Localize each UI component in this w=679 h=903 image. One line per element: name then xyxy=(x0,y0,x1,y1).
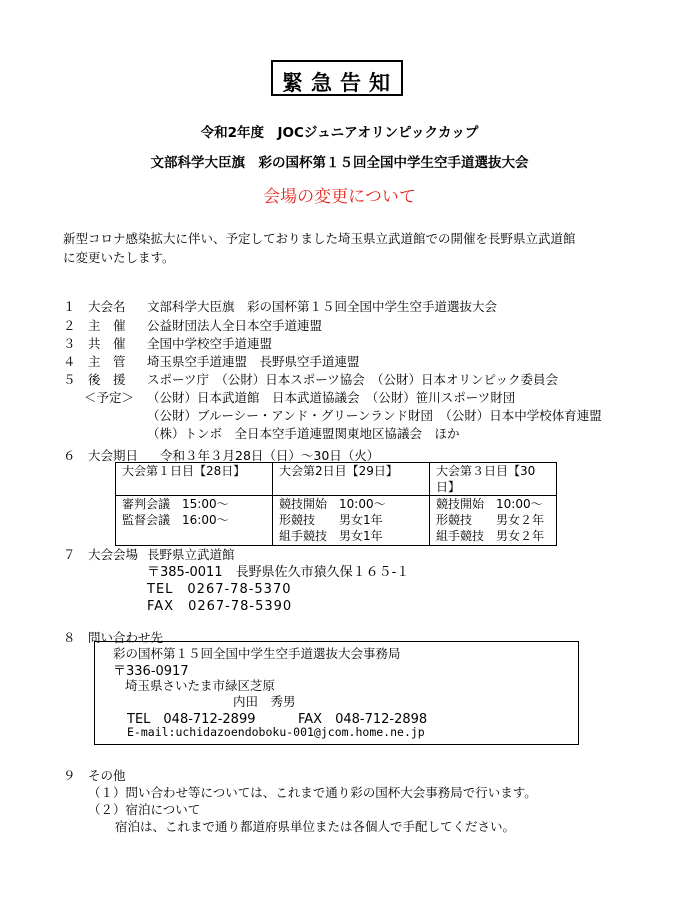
other-item1: （１）問い合わせ等については、これまで通り彩の国杯大会事務局で行います。 xyxy=(88,785,537,800)
header-line2: 文部科学大臣旗 彩の国杯第１５回全国中学生空手道選抜大会 xyxy=(150,155,529,171)
item-value: 文部科学大臣旗 彩の国杯第１５回全国中学生空手道選抜大会 xyxy=(147,299,498,314)
item-num: ２ xyxy=(63,318,76,333)
schedule-entry: 競技開始 10:00～ xyxy=(279,497,386,511)
item-label: 共 催 xyxy=(88,336,126,351)
period-value: 令和３年３月28日（日）～30日（火） xyxy=(160,448,380,463)
header-line1: 令和2年度 JOCジュニアオリンピックカップ xyxy=(200,125,479,141)
item-num: １ xyxy=(63,299,76,314)
sponsors-line3: （株）トンボ 全日本空手道連盟関東地区協議会 ほか xyxy=(147,426,460,441)
intro-line2: に変更いたします。 xyxy=(63,250,175,265)
contact-zip: 〒336-0917 xyxy=(113,664,189,679)
venue-name: 長野県立武道館 xyxy=(147,547,235,562)
schedule-header: 大会第2日目【29日】 xyxy=(273,463,430,496)
period-label: 大会期日 xyxy=(88,448,139,463)
contact-email[interactable]: E-mail:uchidazoendoboku-001@jcom.home.ne.jp xyxy=(127,725,425,739)
venue-fax: FAX 0267-78-5390 xyxy=(147,599,293,614)
item-value: 埼玉県空手道連盟 長野県空手道連盟 xyxy=(147,354,360,369)
schedule-table xyxy=(115,462,557,546)
item-value: 公益財団法人全日本空手道連盟 xyxy=(147,318,323,333)
contact-office: 彩の国杯第１５回全国中学生空手道選抜大会事務局 xyxy=(113,646,401,661)
intro-line1: 新型コロナ感染拡大に伴い、予定しておりました埼玉県立武道館での開催を長野県立武道館 xyxy=(63,231,576,246)
other-item2: （２）宿泊について xyxy=(88,802,201,817)
item-num: ３ xyxy=(63,336,76,351)
contact-address: 埼玉県さいたま市緑区芝原 xyxy=(125,678,276,693)
item-label: 後 援 xyxy=(88,372,126,387)
other-label: その他 xyxy=(88,768,126,783)
item-num: ５ xyxy=(63,372,76,387)
schedule-entry: 形競技 男女1年 xyxy=(279,513,383,527)
schedule-header: 大会第１日目【28日】 xyxy=(116,463,273,496)
contact-fax: FAX 048-712-2898 xyxy=(298,712,428,727)
venue-num: ７ xyxy=(63,547,76,562)
item-label: 大会名 xyxy=(88,299,126,314)
schedule-entry: 監督会議 16:00～ xyxy=(122,513,229,527)
notice-box xyxy=(271,60,403,96)
sponsors-line1: （公財）日本武道館 日本武道協議会 （公財）笹川スポーツ財団 xyxy=(147,390,516,405)
other-item2-detail: 宿泊は、これまで通り都道府県単位または各個人で手配してください。 xyxy=(115,819,516,834)
subject-title: 会場の変更について xyxy=(263,187,416,207)
schedule-entry: 組手競技 男女２年 xyxy=(436,529,545,543)
schedule-entry: 組手競技 男女1年 xyxy=(279,529,383,543)
item-value: 全国中学校空手道連盟 xyxy=(147,336,273,351)
schedule-cell xyxy=(273,496,430,546)
venue-address: 〒385-0011 長野県佐久市猿久保１６５-１ xyxy=(147,565,410,580)
schedule-entry: 競技開始 10:00～ xyxy=(436,497,543,511)
venue-label: 大会会場 xyxy=(88,547,139,562)
schedule-entry: 形競技 男女２年 xyxy=(436,513,545,527)
item-label: 主 催 xyxy=(88,318,126,333)
notice-title: 緊急告知 xyxy=(282,71,398,95)
period-num: ６ xyxy=(63,448,76,463)
contact-person: 内田 秀男 xyxy=(233,694,296,709)
item-num: ４ xyxy=(63,354,76,369)
sponsors-line2: （公財）ブルーシー・アンド・グリーンランド財団 （公財）日本中学校体育連盟 xyxy=(147,408,602,423)
schedule-cell xyxy=(116,496,273,546)
contact-num: ８ xyxy=(63,630,76,645)
other-num: ９ xyxy=(63,768,76,783)
contact-label: 問い合わせ先 xyxy=(88,630,164,645)
sponsors-tentative: ＜予定＞ xyxy=(84,390,135,405)
item-value: スポーツ庁 （公財）日本スポーツ協会 （公財）日本オリンピック委員会 xyxy=(147,372,559,387)
schedule-entry: 審判会議 15:00～ xyxy=(122,497,229,511)
item-label: 主 管 xyxy=(88,354,126,369)
contact-tel: TEL 048-712-2899 xyxy=(127,712,256,727)
schedule-header: 大会第３日目【30日】 xyxy=(430,463,557,496)
schedule-cell xyxy=(430,496,557,546)
venue-tel: TEL 0267-78-5370 xyxy=(147,582,292,597)
